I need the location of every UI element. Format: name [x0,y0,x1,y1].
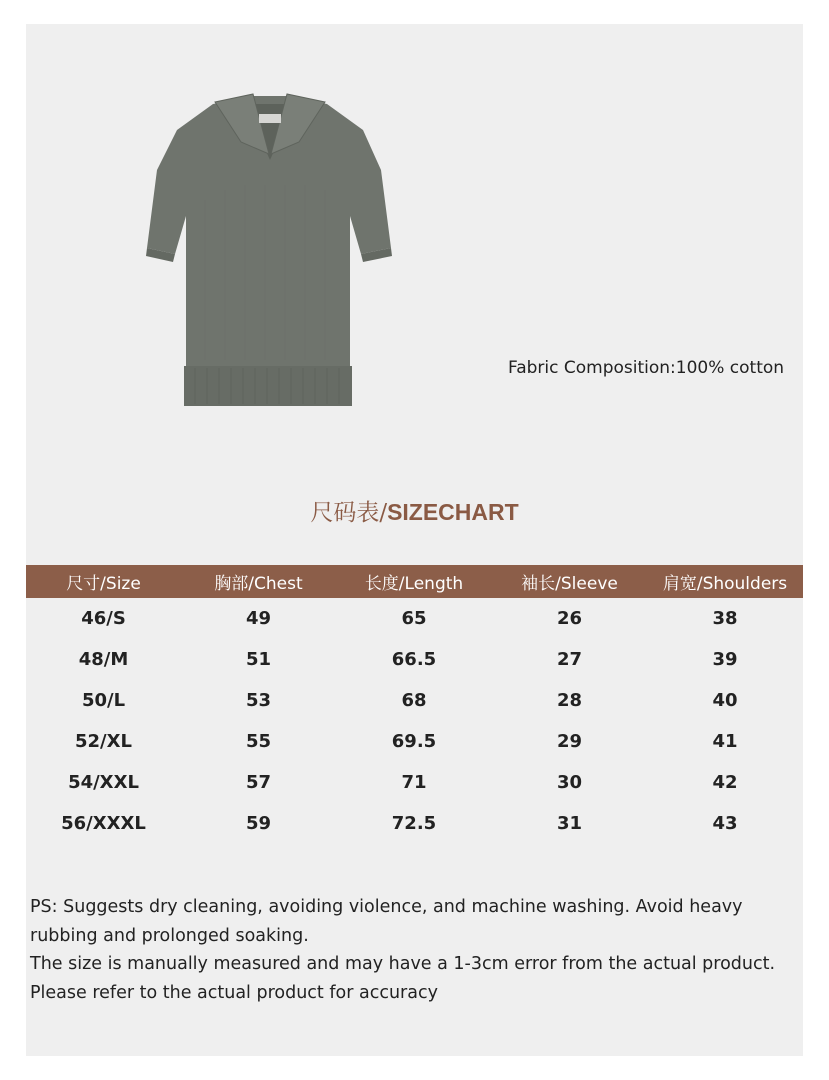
table-row [26,721,803,762]
header-size: 尺寸/Size [66,574,141,594]
cell-chest: 59 [245,813,272,834]
cell-length: 71 [401,772,427,793]
cell-shoulders: 38 [712,608,738,629]
cell-length: 66.5 [391,649,437,670]
cell-sleeve: 29 [556,731,583,752]
cell-size: 50/L [81,690,126,711]
measurement-note: The size is manually measured and may have a 1-3cm error from the actual product. [30,954,776,974]
header-shoulders: 肩宽/Shoulders [662,574,788,594]
cell-length: 72.5 [391,813,437,834]
table-row [26,639,803,680]
cell-sleeve: 30 [556,772,583,793]
cell-chest: 53 [245,690,272,711]
cell-length: 65 [401,608,427,629]
cell-size: 46/S [81,608,126,629]
table-row [26,762,803,803]
header-chest: 胸部/Chest [214,574,303,594]
title-en: SIZECHART [387,499,519,525]
cell-size: 54/XXL [68,772,139,793]
cell-size: 48/M [78,649,129,670]
cell-shoulders: 39 [712,649,738,670]
header-sleeve: 袖长/Sleeve [521,574,618,594]
cell-shoulders: 43 [712,813,738,834]
fabric-composition: Fabric Composition:100% cotton [508,358,785,378]
cell-shoulders: 40 [712,690,738,711]
cell-shoulders: 41 [712,731,738,752]
size-chart-title [0,494,829,527]
table-row [26,598,803,639]
polo-shirt-image [145,90,395,408]
cell-length: 68 [401,690,427,711]
cell-size: 52/XL [75,731,132,752]
cell-chest: 49 [245,608,272,629]
cell-chest: 57 [245,772,272,793]
cell-length: 69.5 [391,731,437,752]
cell-sleeve: 31 [556,813,583,834]
cell-chest: 51 [245,649,272,670]
size-table [26,565,803,844]
cell-sleeve: 27 [556,649,583,670]
table-header [26,565,803,598]
cell-shoulders: 42 [712,772,738,793]
cell-sleeve: 28 [556,690,583,711]
cell-sleeve: 26 [556,608,583,629]
header-length: 长度/Length [364,574,464,594]
care-note: PS: Suggests dry cleaning, avoiding violence, and machine washing. Avoid heavy rubbing and prolonged soaking. [30,897,743,946]
care-notes [30,893,800,1007]
title-cn: 尺码表/ [310,500,388,526]
table-row [26,680,803,721]
cell-size: 56/XXXL [61,813,146,834]
cell-chest: 55 [245,731,272,752]
accuracy-note: Please refer to the actual product for accuracy [30,982,438,1003]
table-row [26,803,803,844]
